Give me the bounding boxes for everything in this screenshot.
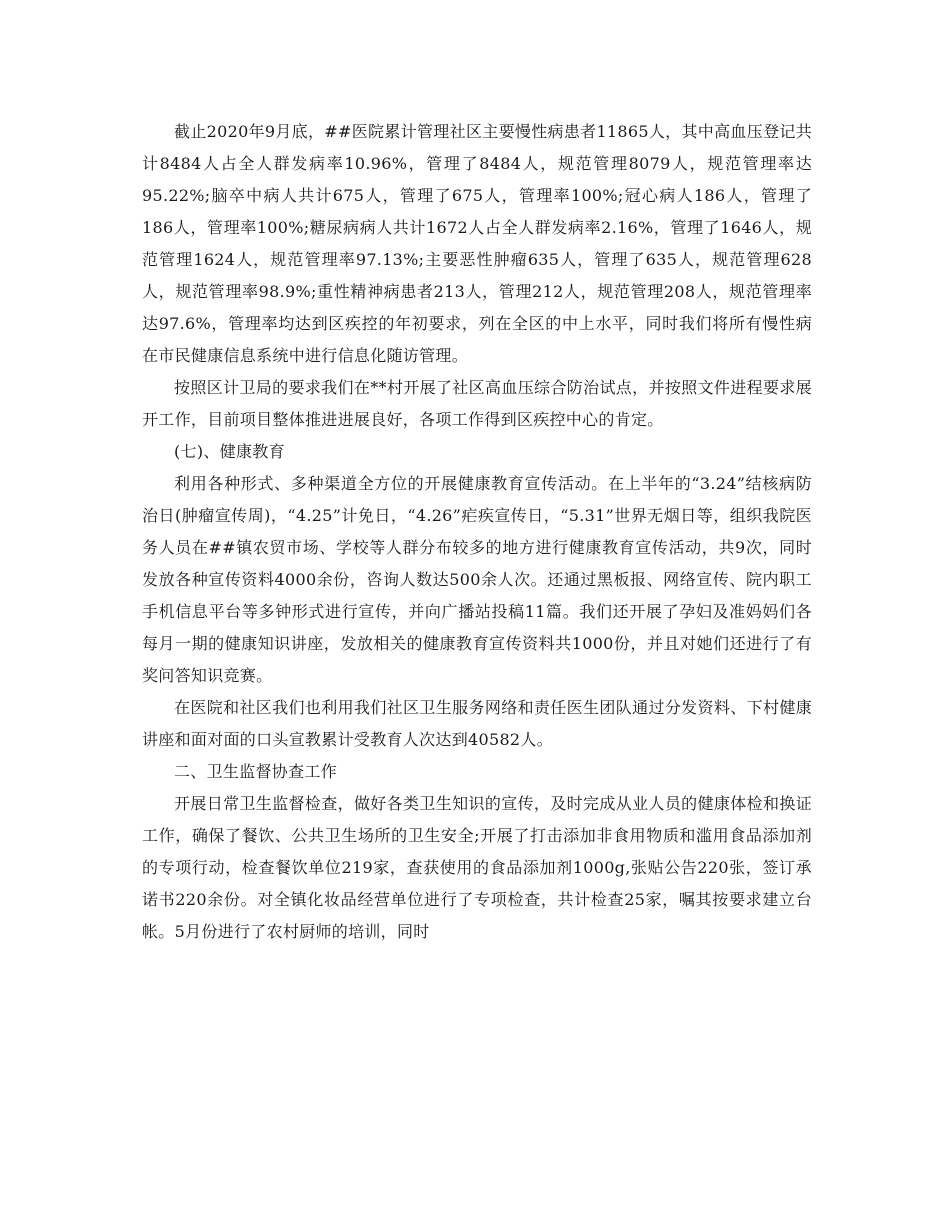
- section-heading-health-supervision: 二、卫生监督协查工作: [174, 762, 338, 781]
- paragraph-hypertension-pilot: 按照区计卫局的要求我们在**村开展了社区高血压综合防治试点，并按照文件进程要求展开工作，目前项目整体推进进展良好，各项工作得到区疾控中心的肯定。: [142, 378, 812, 429]
- document-page: [142, 116, 812, 948]
- paragraph-health-supervision: 开展日常卫生监督检查，做好各类卫生知识的宣传，及时完成从业人员的健康体检和换证工作，确保了餐饮、公共卫生场所的卫生安全;开展了打击添加非食用物质和滥用食品添加剂的专项行动，检查餐饮单位219家，查获使用的食品添加剂1000g,张贴公告220张，签订承诺书220余份。对全镇化妆品经营单位进行了专项检查，共计检查25家，嘱其按要求建立台帐。5月份进行了农村厨师的培训，同时: [142, 794, 812, 941]
- paragraph-community-education: 在医院和社区我们也利用我们社区卫生服务网络和责任医生团队通过分发资料、下村健康讲座和面对面的口头宣教累计受教育人次达到40582人。: [142, 698, 812, 749]
- paragraph-chronic-disease-management: 截止2020年9月底，##医院累计管理社区主要慢性病患者11865人，其中高血压登记共计8484人占全人群发病率10.96%，管理了8484人，规范管理8079人，规范管理率达95.22%;脑卒中病人共计675人，管理了675人，管理率100%;冠心病人186人，管理了186人，管理率100%;糖尿病病人共计1672人占全人群发病率2.16%，管理了1646人，规范管理1624人，规范管理率97.13%;主要恶性肿瘤635人，管理了635人，规范管理628人，规范管理率98.9%;重性精神病患者213人，管理212人，规范管理208人，规范管理率达97.6%，管理率均达到区疾控的年初要求，列在全区的中上水平，同时我们将所有慢性病在市民健康信息系统中进行信息化随访管理。: [142, 122, 812, 365]
- section-heading-health-education: (七)、健康教育: [174, 442, 285, 461]
- paragraph-health-education-activities: 利用各种形式、多种渠道全方位的开展健康教育宣传活动。在上半年的“3.24”结核病防治日(肿瘤宣传周)，“4.25”计免日，“4.26”疟疾宣传日，“5.31”世界无烟日等，组织我院医务人员在##镇农贸市场、学校等人群分布较多的地方进行健康教育宣传活动，共9次，同时发放各种宣传资料4000余份，咨询人数达500余人次。还通过黑板报、网络宣传、院内职工手机信息平台等多钟形式进行宣传，并向广播站投稿11篇。我们还开展了孕妇及准妈妈们各每月一期的健康知识讲座，发放相关的健康教育宣传资料共1000份，并且对她们还进行了有奖问答知识竞赛。: [142, 474, 812, 685]
